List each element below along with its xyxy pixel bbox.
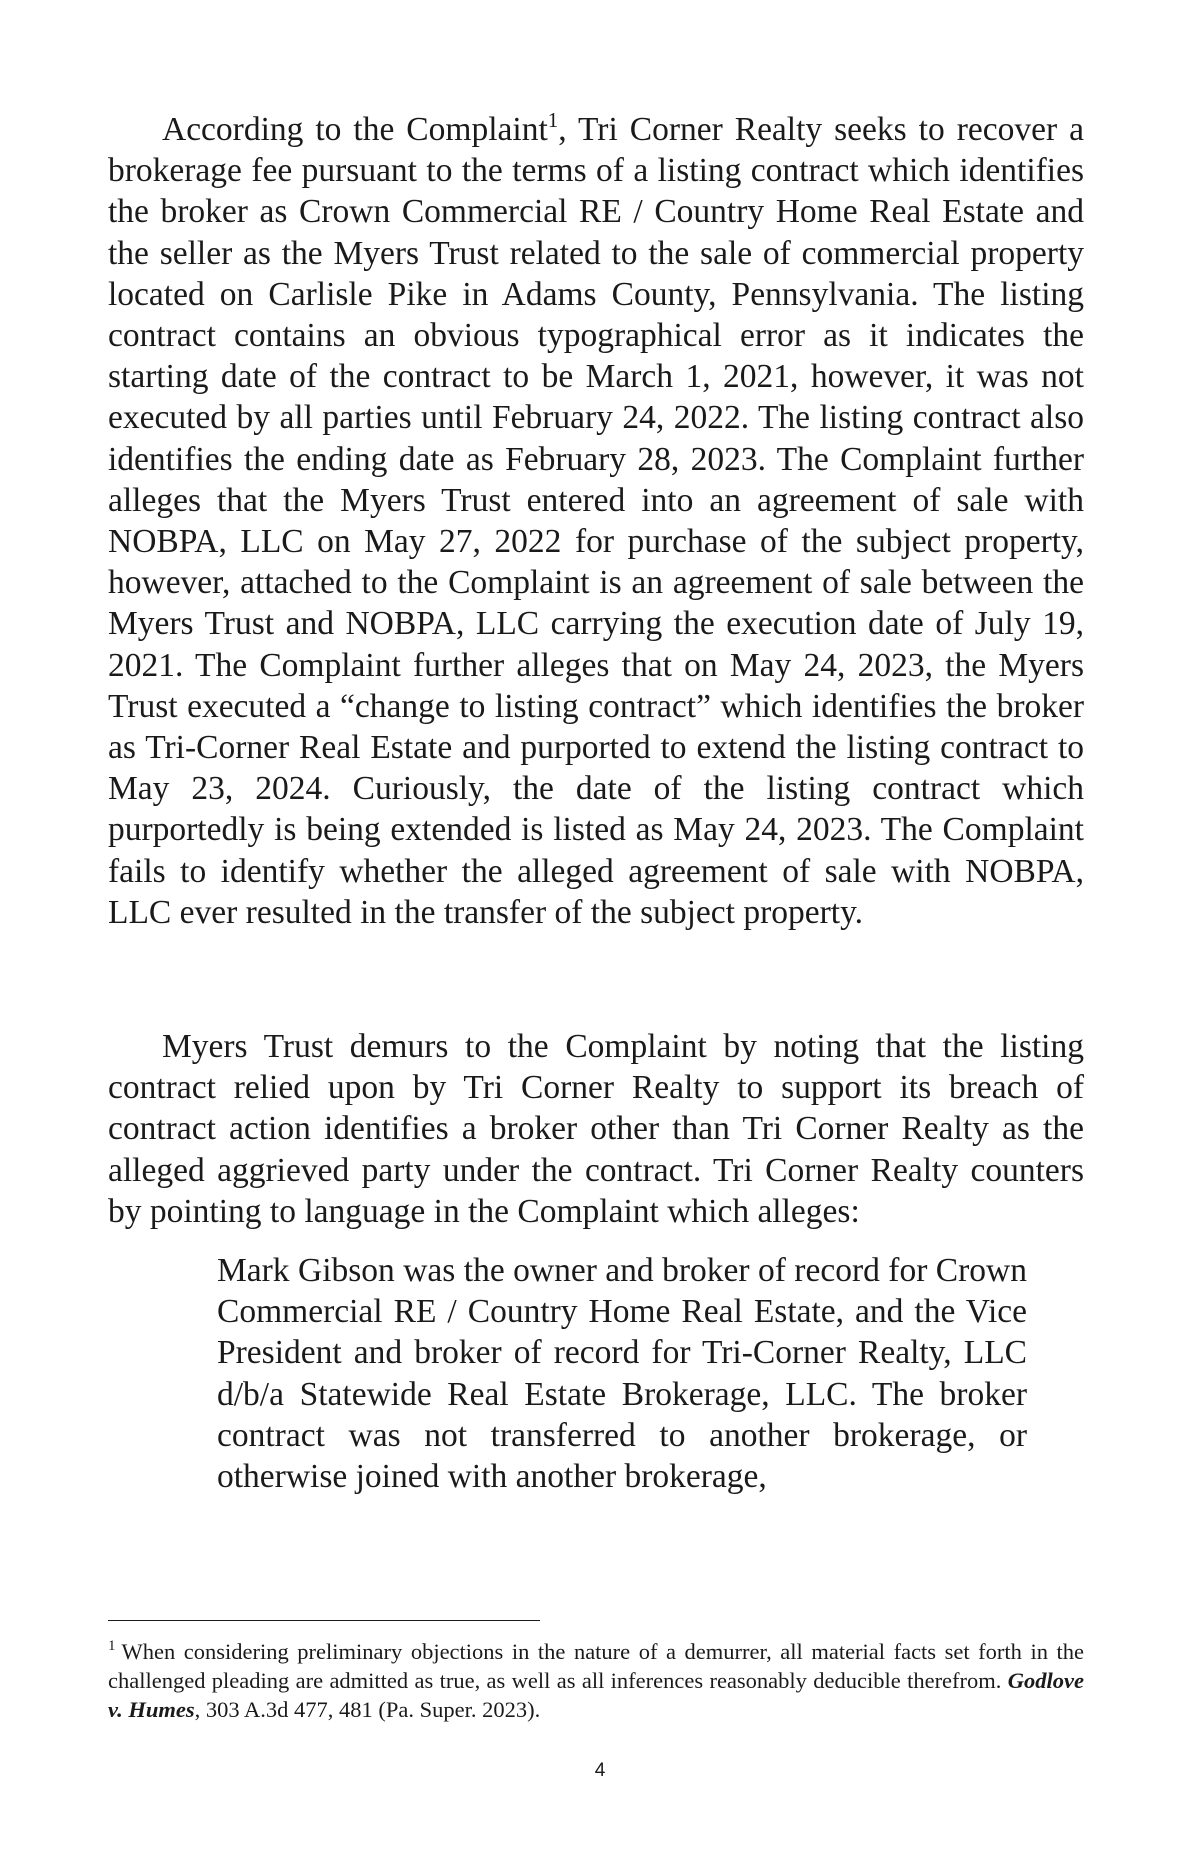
body-paragraph-1 bbox=[108, 109, 1084, 933]
footnote-divider bbox=[108, 1620, 540, 1621]
footnote-citation: , 303 A.3d 477, 481 (Pa. Super. 2023). bbox=[194, 1696, 541, 1722]
footnote-reference-1[interactable]: 1 bbox=[547, 108, 559, 132]
page-number: 4 bbox=[594, 1760, 606, 1781]
paragraph-1-text: , Tri Corner Realty seeks to recover a brokerage fee pursuant to the terms of a listing contract which identifies the broker as Crown Commercial RE / Country Home Real Estate and the seller as the Myers Trust related to the sale of commercial property located on Carlisle Pike in Adams County, Pennsylvania. The listing contract contains an obvious typographical error as it indicates the starting date of the contract to be March 1, 2021, however, it was not executed by all parties until February 24, 2022. The listing contract also identifies the ending date as February 28, 2023. The Complaint further alleges that the Myers Trust entered into an agreement of sale with NOBPA, LLC on May 27, 2022 for purchase of the subject property, however, attached to the Complaint is an agreement of sale between the Myers Trust and NOBPA, LLC carrying the execution date of July 19, 2021. The Complaint further alleges that on May 24, 2023, the Myers Trust executed a “change to listing contract” which identifies the broker as Tri-Corner Real Estate and purported to extend the listing contract to May 23, 2024. Curiously, the date of the listing contract which purportedly is being extended is listed as May 24, 2023. The Complaint fails to identify whether the alleged agreement of sale with NOBPA, LLC ever resulted in the transfer of the subject property. bbox=[108, 111, 1084, 931]
footnote-text: When considering preliminary objections in the nature of a demurrer, all material facts set forth in the challenged pleading are admitted as true, as well as all inferences reasonably deducible therefrom. bbox=[108, 1639, 1084, 1693]
block-quote: Mark Gibson was the owner and broker of record for Crown Commercial RE / Country Home Real Estate, and the Vice President and broker of record for Tri-Corner Realty, LLC d/b/a Statewide Real Estate Brokerage, LLC. The broker contract was not transferred to another brokerage, or otherwise joined with another brokerage, bbox=[217, 1252, 1027, 1496]
paragraph-1-lead: According to the Complaint bbox=[162, 111, 548, 148]
body-paragraph-2: Myers Trust demurs to the Complaint by noting that the listing contract relied upon by Tri Corner Realty to support its breach of contract action identifies a broker other than Tri Corner Realty as the alleged aggrieved party under the contract. Tri Corner Realty counters by pointing to language in the Complaint which alleges: bbox=[108, 1028, 1084, 1230]
footnote-1 bbox=[108, 1638, 1084, 1724]
footnote-marker: 1 bbox=[108, 1638, 116, 1654]
footnote-case-name: Godlove v. Humes bbox=[108, 1667, 1085, 1722]
